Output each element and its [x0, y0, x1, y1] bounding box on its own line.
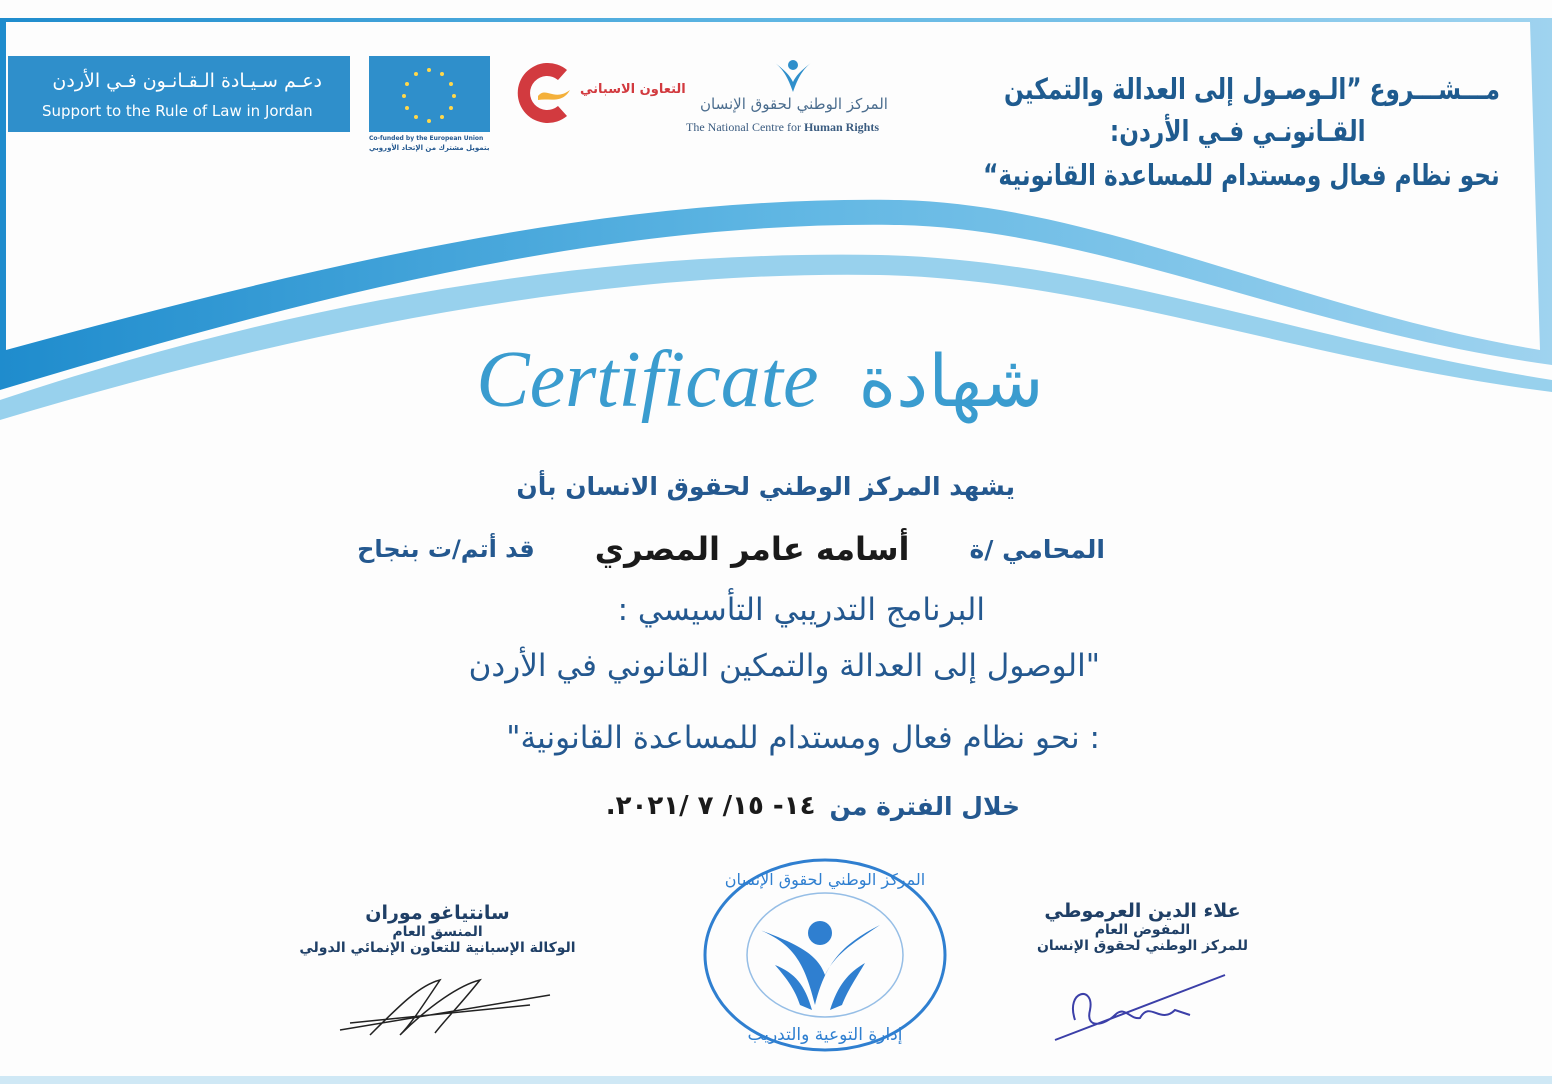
period-row	[606, 786, 1020, 826]
program-label: البرنامج التدريبي التأسيسي :	[617, 592, 985, 628]
signatory-right-name: علاء الدين العرموطي	[1044, 900, 1241, 922]
signatory-left-title: المنسق العام	[392, 924, 483, 940]
certificate-title-english: Certificate	[476, 336, 819, 424]
signatory-left-name: سانتياغو موران	[365, 902, 510, 924]
rule-of-law-logo	[8, 56, 350, 132]
project-title-line-3: نحو نظام فعال ومستدام للمساعدة القانونية“	[983, 158, 1500, 192]
period-label: خلال الفترة من	[829, 791, 1020, 821]
program-title-line-1: "الوصول إلى العدالة والتمكين القانوني في الأردن	[468, 648, 1100, 684]
signatory-left	[290, 902, 585, 956]
stamp-top-text: المركز الوطني لحقوق الإنسان	[724, 870, 926, 889]
recipient-name-handwritten: أسامه عامر المصري	[594, 530, 910, 568]
certificate-title-row	[360, 335, 1160, 426]
period-dates: ١٤- ١٥/ ٧ /٢٠٢١.	[605, 791, 816, 821]
spanish-cooperation-logo-icon	[512, 58, 576, 128]
signature-left	[330, 975, 560, 1045]
recipient-row	[357, 524, 1105, 574]
signatory-right	[1030, 900, 1255, 954]
certificate-intro: يشهد المركز الوطني لحقوق الانسان بأن	[516, 472, 1015, 501]
project-title-line-2: القـانونـي فـي الأردن:	[1110, 114, 1366, 148]
nchr-en-plain: The National Centre for	[686, 120, 801, 134]
nchr-arabic-name: المركز الوطني لحقوق الإنسان	[700, 95, 888, 113]
lawyer-label: المحامي /ة	[969, 534, 1105, 564]
signatory-left-org: الوكالة الإسبانية للتعاون الإنمائي الدولي	[299, 940, 576, 956]
signatory-right-title: المفوض العام	[1094, 922, 1191, 938]
nchr-en-bold: Human Rights	[803, 120, 879, 134]
rule-of-law-arabic: دعـم سـيـادة الـقـانـون فـي الأردن	[52, 70, 322, 92]
completed-label: قد أتم/ت بنجاح	[357, 535, 535, 563]
nchr-logo-icon	[770, 56, 816, 94]
project-title-line-1: مـــشـــروع ”الـوصـول إلى العدالة والتمكين	[1004, 72, 1500, 106]
signatory-right-org: للمركز الوطني لحقوق الإنسان	[1036, 938, 1249, 954]
eu-flag-logo	[369, 56, 490, 132]
program-title-line-2: : نحو نظام فعال ومستدام للمساعدة القانونية"	[506, 720, 1100, 756]
certificate-title-arabic: شهادة	[858, 338, 1044, 423]
stamp-bottom-text: إدارة التوعية والتدريب	[747, 1025, 903, 1045]
rule-of-law-english: Support to the Rule of Law in Jordan	[42, 102, 313, 120]
eu-caption-arabic: بتمويل مشترك من الإتحاد الأوروبي	[369, 144, 490, 152]
signature-right	[1045, 970, 1245, 1045]
nchr-english-name	[686, 120, 879, 135]
spanish-cooperation-label: التعاون الاسباني	[580, 82, 686, 97]
nchr-stamp	[700, 855, 950, 1055]
eu-caption-english: Co-funded by the European Union	[369, 135, 484, 142]
eu-stars-icon	[369, 56, 490, 132]
